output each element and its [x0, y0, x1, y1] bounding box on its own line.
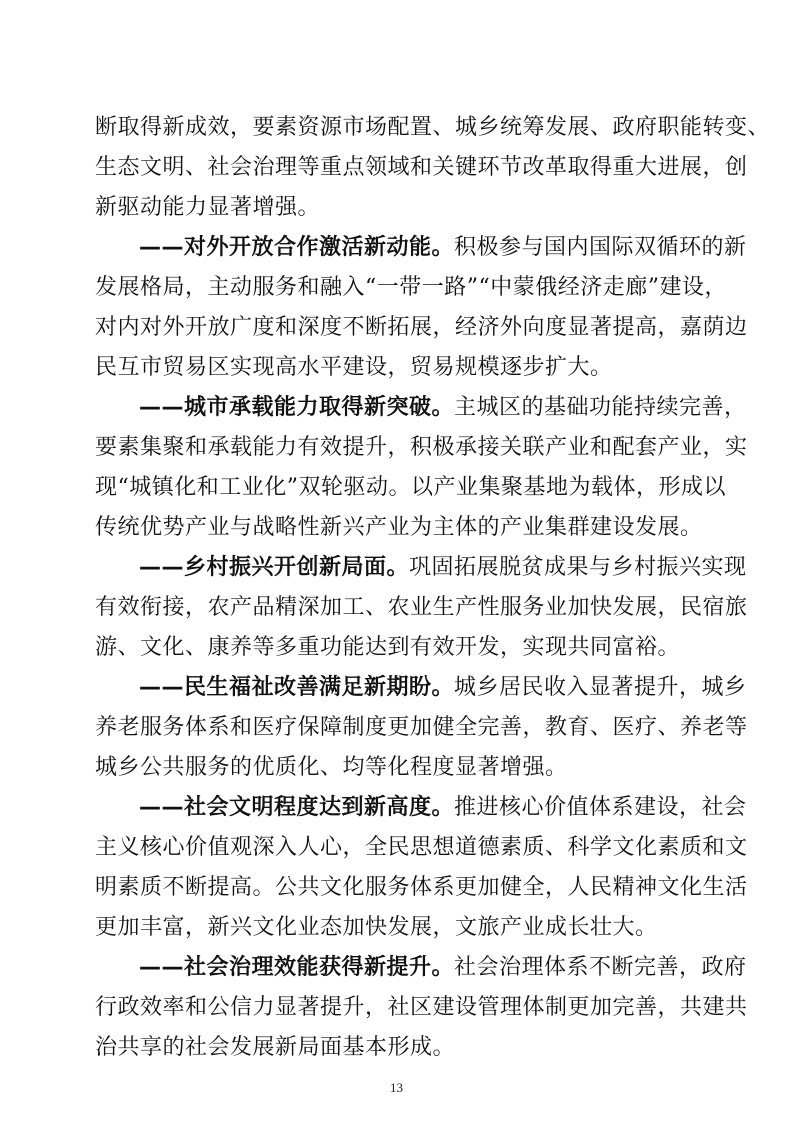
text-line: 城乡公共服务的优质化、均等化程度显著增强。 — [95, 755, 568, 780]
paragraph-heading: ——社会文明程度达到新高度。 — [139, 795, 455, 820]
paragraph-heading: ——城市承载能力取得新突破。 — [139, 395, 455, 420]
text-line: 新驱动能力显著增强。 — [95, 195, 321, 220]
text-line: 主义核心价值观深入人心，全民思想道德素质、科学文化素质和文 — [95, 835, 748, 860]
paragraph-text: 积极参与国内国际双循环的新 — [454, 235, 747, 260]
paragraph-first-line — [139, 393, 747, 423]
text-line: 治共享的社会发展新局面基本形成。 — [95, 1035, 456, 1060]
paragraph-first-line — [139, 793, 747, 823]
paragraph-first-line — [139, 673, 747, 703]
text-line: 民互市贸易区实现高水平建设，贸易规模逐步扩大。 — [95, 355, 613, 380]
text-line: 要素集聚和承载能力有效提升，积极承接关联产业和配套产业，实 — [95, 435, 748, 460]
text-line: 生态文明、社会治理等重点领域和关键环节改革取得重大进展，创 — [95, 155, 748, 180]
text-line: 游、文化、康养等多重功能达到有效开发，实现共同富裕。 — [95, 635, 681, 660]
text-line: 对内对外开放广度和深度不断拓展，经济外向度显著提高，嘉荫边 — [95, 315, 748, 340]
text-line: 明素质不断提高。公共文化服务体系更加健全，人民精神文化生活 — [95, 875, 748, 900]
text-line: 传统优势产业与战略性新兴产业为主体的产业集群建设发展。 — [95, 515, 703, 540]
text-line: 断取得新成效，要素资源市场配置、城乡统筹发展、政府职能转变、 — [95, 115, 771, 140]
text-line: 养老服务体系和医疗保障制度更加健全完善，教育、医疗、养老等 — [95, 715, 748, 740]
paragraph-text: 社会治理体系不断完善，政府 — [454, 955, 747, 980]
paragraph-first-line — [139, 953, 747, 983]
paragraph-text: 推进核心价值体系建设，社会 — [454, 795, 747, 820]
paragraph-heading: ——乡村振兴开创新局面。 — [139, 555, 410, 580]
text-line: 发展格局，主动服务和融入“一带一路”“中蒙俄经济走廊”建设， — [95, 275, 727, 300]
paragraph-text: 城乡居民收入显著提升，城乡 — [454, 675, 747, 700]
page-number: 13 — [390, 1080, 403, 1095]
text-line: 行政效率和公信力显著提升，社区建设管理体制更加完善，共建共 — [95, 995, 748, 1020]
paragraph-heading: ——社会治理效能获得新提升。 — [139, 955, 455, 980]
paragraph-first-line — [139, 233, 747, 263]
paragraph-text: 巩固拓展脱贫成果与乡村振兴实现 — [409, 555, 747, 580]
paragraph-heading: ——民生福祉改善满足新期盼。 — [139, 675, 455, 700]
text-line: 更加丰富，新兴文化业态加快发展，文旅产业成长壮大。 — [95, 915, 658, 940]
paragraph-text: 主城区的基础功能持续完善， — [454, 395, 747, 420]
paragraph-first-line — [139, 553, 747, 583]
text-line: 有效衔接，农产品精深加工、农业生产性服务业加快发展，民宿旅 — [95, 595, 748, 620]
paragraph-heading: ——对外开放合作激活新动能。 — [139, 235, 455, 260]
text-line: 现“城镇化和工业化”双轮驱动。以产业集聚基地为载体，形成以 — [95, 475, 726, 500]
